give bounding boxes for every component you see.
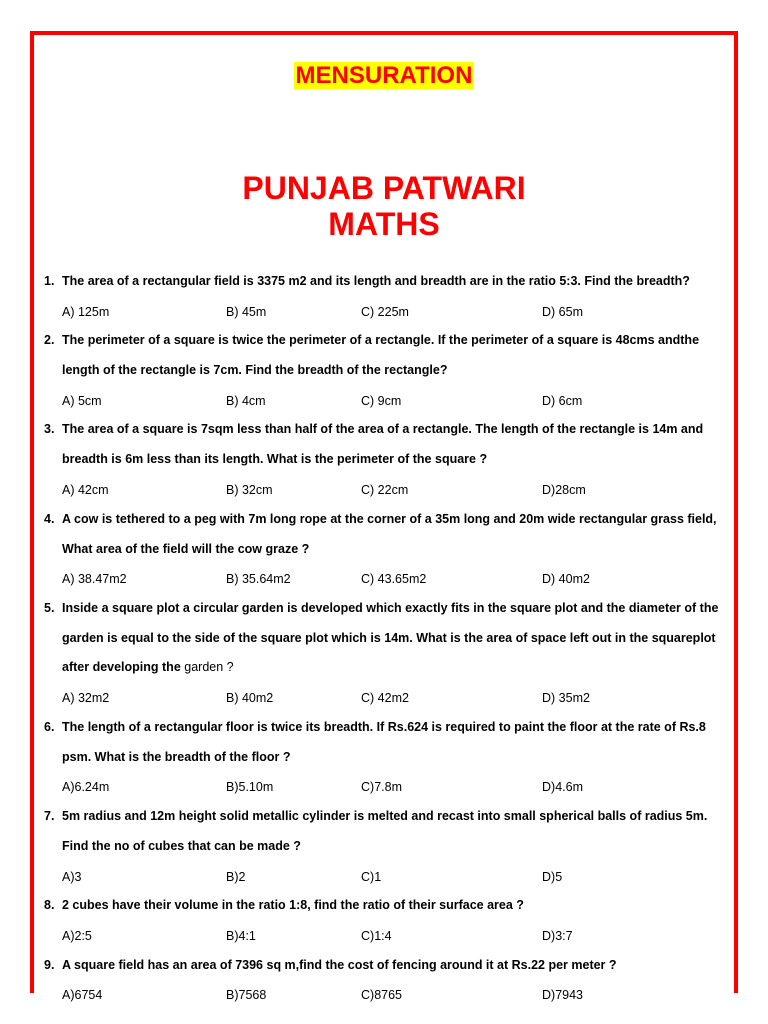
option-d: D)4.6m [542, 780, 583, 794]
options-9 [62, 985, 702, 1005]
option-c: C)1:4 [361, 929, 392, 943]
option-a: A) 42cm [62, 483, 109, 497]
question-4 [44, 505, 724, 564]
question-2 [44, 326, 724, 385]
option-d: D)3:7 [542, 929, 573, 943]
question-text: The perimeter of a square is twice the perimeter of a rectangle. If the perimeter of a square is 48cms andthe [62, 333, 700, 347]
option-d: D)5 [542, 870, 563, 884]
option-b: B) 32cm [226, 483, 273, 497]
title-line-1: PUNJAB PATWARI [242, 170, 526, 206]
question-text: 5m radius and 12m height solid metallic cylinder is melted and recast into small spherical balls of radius 5m. [62, 809, 708, 823]
option-a: A) 5cm [62, 394, 102, 408]
question-text: garden is equal to the side of the square plot which is 14m. What is the area of space left out in the squareplot [62, 630, 716, 645]
question-number: 8. [44, 898, 55, 912]
question-number: 2. [44, 333, 55, 347]
option-d: D)28cm [542, 483, 586, 497]
question-text: breadth is 6m less than its length. What is the perimeter of the square ? [62, 451, 488, 466]
question-number: 9. [44, 958, 55, 972]
option-c: C) 22cm [361, 483, 409, 497]
option-c: C) 42m2 [361, 691, 409, 705]
option-b: B) 45m [226, 305, 267, 319]
question-8 [44, 891, 724, 921]
question-text: The area of a square is 7sqm less than half of the area of a rectangle. The length of the rectangle is 14m and [62, 422, 704, 436]
question-text: Find the no of cubes that can be made ? [62, 838, 301, 853]
option-a: A)6754 [62, 988, 103, 1002]
question-9 [44, 951, 724, 981]
option-c: C) 9cm [361, 394, 402, 408]
option-b: B)7568 [226, 988, 267, 1002]
option-c: C) 225m [361, 305, 409, 319]
question-text: The length of a rectangular floor is twice its breadth. If Rs.624 is required to paint the floor at the rate of Rs.8 [62, 720, 706, 734]
option-a: A)2:5 [62, 929, 92, 943]
option-a: A) 38.47m2 [62, 572, 127, 586]
question-number: 6. [44, 720, 55, 734]
topic-label: MENSURATION [295, 62, 473, 89]
options-6 [62, 777, 702, 797]
question-text: after developing the [62, 660, 185, 674]
question-text: 2 cubes have their volume in the ratio 1:8, find the ratio of their surface area ? [62, 898, 524, 912]
option-b: B) 40m2 [226, 691, 274, 705]
question-number: 1. [44, 274, 55, 288]
question-text: psm. What is the breadth of the floor ? [62, 749, 291, 764]
page-title [0, 170, 768, 242]
question-text: What area of the field will the cow graze ? [62, 541, 310, 556]
option-b: B) 4cm [226, 394, 266, 408]
option-a: A) 32m2 [62, 691, 110, 705]
question-5 [44, 594, 724, 683]
option-d: D) 6cm [542, 394, 583, 408]
option-c: C)8765 [361, 988, 402, 1002]
option-d: D)7943 [542, 988, 583, 1002]
options-3 [62, 480, 702, 500]
option-a: A) 125m [62, 305, 110, 319]
question-3 [44, 415, 724, 474]
option-d: D) 65m [542, 305, 583, 319]
option-d: D) 40m2 [542, 572, 590, 586]
option-c: C) 43.65m2 [361, 572, 427, 586]
question-text-tail: garden ? [184, 660, 234, 674]
question-text: length of the rectangle is 7cm. Find the breadth of the rectangle? [62, 362, 448, 377]
question-number: 3. [44, 422, 55, 436]
options-8 [62, 926, 702, 946]
question-text: A square field has an area of 7396 sq m,find the cost of fencing around it at Rs.22 per meter ? [62, 958, 617, 972]
option-c: C)7.8m [361, 780, 402, 794]
option-b: B)5.10m [226, 780, 274, 794]
option-a: A)6.24m [62, 780, 110, 794]
question-text: Inside a square plot a circular garden is developed which exactly fits in the square plot and the diameter of the [62, 601, 719, 615]
question-text: A cow is tethered to a peg with 7m long rope at the corner of a 35m long and 20m wide rectangular grass field, [62, 512, 717, 526]
option-c: C)1 [361, 870, 382, 884]
question-7 [44, 802, 724, 861]
question-number: 7. [44, 809, 55, 823]
topic-heading [0, 61, 768, 91]
option-d: D) 35m2 [542, 691, 590, 705]
options-4 [62, 569, 702, 589]
question-text: The area of a rectangular field is 3375 m2 and its length and breadth are in the ratio 5:3. Find the breadth? [62, 274, 690, 288]
question-number: 5. [44, 601, 55, 615]
option-b: B)2 [226, 870, 246, 884]
title-line-2: MATHS [328, 206, 440, 242]
options-1 [62, 302, 702, 322]
option-b: B)4:1 [226, 929, 256, 943]
options-5 [62, 688, 702, 708]
options-7 [62, 867, 702, 887]
question-number: 4. [44, 512, 55, 526]
option-a: A)3 [62, 870, 82, 884]
option-b: B) 35.64m2 [226, 572, 291, 586]
question-1 [44, 267, 724, 297]
question-6 [44, 713, 724, 772]
options-2 [62, 391, 702, 411]
